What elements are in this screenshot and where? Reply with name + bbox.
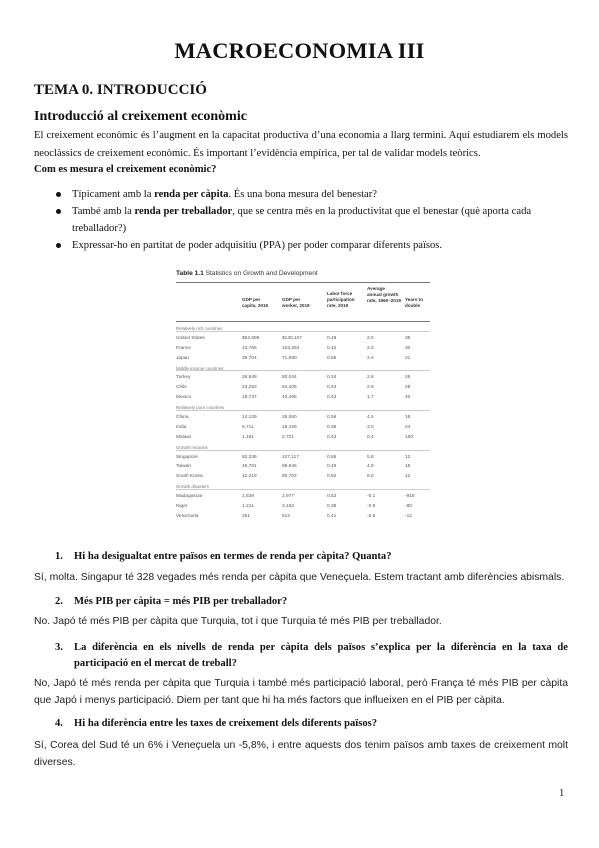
question-number: 3. [55,642,63,653]
answer-text: No. Japó té més PIB per càpita que Turquia, tot i que Turquia té més PIB per treballador. [34,616,442,627]
bullet-icon [56,209,61,214]
table-cell: 39,704 [242,355,257,361]
table-cell: 1.7 [367,395,374,401]
bullet-text-pre: Expressar-ho en partitat de poder adquisitiu (PPA) per poder comparar diferents països. [72,240,443,251]
table-cell: 251 [242,513,251,519]
table-cell: 0.42 [327,345,337,351]
bullet-text-post: . És una bona mesura del benestar? [228,189,377,200]
table-cell: 21 [405,355,411,361]
table-cell: 25,360 [282,415,297,421]
table-cell: 28 [405,385,411,391]
table-cell: 612 [282,513,291,519]
table-group-label: Growth miracles [176,444,208,450]
bullet-item [48,203,568,237]
section-heading: Introducció al creixement econòmic [34,109,247,124]
table-cell: 103,284 [282,345,300,351]
table-cell: 0.41 [327,513,337,519]
table-cell: 71,980 [282,355,297,361]
table-cell: 2.5 [367,385,374,391]
column-header: Average annual growth rate, 1960–2019 [367,286,401,303]
bullet-text-bold: renda per treballador [134,206,233,217]
table-group-label: Relatively poor countries [176,405,225,411]
bullet-text-post: , que se centra més en la productivitat que el benestar (què aporta cada treballador?) [72,206,532,234]
table-row [176,343,430,353]
table-cell: 0.56 [327,415,337,421]
table-group-label: Relatively rich countries [176,326,223,331]
table-cell: 30 [405,345,411,351]
table-group-row [176,481,430,491]
table-cell: 5.8 [367,454,374,460]
table-row [176,372,430,382]
table-cell: 12 [405,454,411,460]
table-cell: 15 [405,464,411,470]
table-row [176,511,430,521]
table-cell: 2.3 [367,345,374,351]
page-number: 1 [559,788,565,799]
bullet-item [48,237,568,254]
table-cell: 0.43 [327,434,337,440]
table-cell: -5.8 [367,513,376,519]
table-cell: 4.9 [367,464,374,470]
table-cell: 35 [405,335,411,341]
column-header: GDP per capita, 2019 [242,297,269,308]
bullet-icon [56,243,61,248]
figure-title-label: Table 1.1 [176,270,204,277]
table-group-label: Growth disasters [176,484,209,490]
table-cell: 23,253 [242,385,257,391]
table-row [176,392,430,402]
table-cell: 80,044 [282,375,297,381]
table-country-cell: Madagascar [176,494,203,500]
table-cell: 82,336 [242,454,257,460]
table-cell: -918 [405,494,415,500]
table-cell: 0.38 [327,504,337,510]
table-cell: 0.52 [327,474,337,480]
column-header: Years to double [405,297,423,308]
table-cell: 16 [405,415,411,421]
table-cell: 3.4 [367,355,374,361]
table-row [176,452,430,462]
table-country-cell: Venezuela [176,513,199,519]
table-cell: 43,765 [242,345,257,351]
table-cell: 25 [405,375,411,381]
bullet-icon [56,192,61,197]
table-row [176,422,430,432]
table-country-cell: Singapore [176,454,198,460]
intro-paragraph: El creixement econòmic és l’augment en la capacitat productiva d’una economia a llarg termini. Aquí estudiarem els models neoclàssics de creixement econòmic. És important l’evidència empírica, per tal de validar models teòrics. [34,130,568,159]
table-cell: 0.43 [327,385,337,391]
figure-rule [176,321,430,322]
table-row [176,353,430,363]
answer-text: Sí, molta. Singapur té 328 vegades més renda per càpita que Veneçuela. Estem tractant amb diferències abismals. [34,572,565,583]
bullet-text-pre: Típicament amb la [72,189,155,200]
table-group-row [176,323,430,333]
table-cell: 0.52 [327,494,337,500]
question-number: 4. [55,718,63,729]
table-group-label: Middle income countries [176,365,224,371]
table-cell: 1,211 [242,504,254,510]
table-row [176,501,430,511]
table-cell: $130,107 [282,335,303,341]
table-cell: 2,721 [282,434,295,440]
table-country-cell: India [176,424,187,430]
table-cell: 4.5 [367,415,374,421]
table-cell: 0.36 [327,424,337,430]
question-number: 1. [55,551,63,562]
document-title: MACROECONOMIA III [174,38,425,63]
table-country-cell: Japan [176,355,190,361]
table-cell: 12 [405,474,411,480]
statistics-table-figure [170,268,436,544]
table-cell: 0.49 [327,464,337,470]
table-country-cell: Malawi [176,434,191,440]
table-row [176,471,430,481]
table-row [176,491,430,501]
table-cell: 54,405 [282,385,297,391]
figure-table-body [176,323,430,521]
figure-title [176,270,318,277]
bullet-item [48,186,568,203]
table-country-cell: France [176,345,191,351]
table-cell: -80 [405,504,412,510]
table-cell: 1,539 [242,494,255,500]
table-country-cell: Taiwan [176,464,191,470]
table-country-cell: Niger [176,504,188,510]
bullet-list [48,186,568,254]
table-group-row [176,442,430,452]
table-country-cell: South Korea [176,474,203,480]
table-cell: 0.4 [367,434,374,440]
table-cell: 18,429 [282,424,297,430]
table-cell: 127,117 [282,454,299,460]
table-cell: 42,219 [242,474,257,480]
table-country-cell: Chile [176,385,187,391]
table-cell: 0.48 [327,335,337,341]
table-country-cell: Mexico [176,395,192,401]
table-cell: 14,129 [242,415,257,421]
table-country-cell: Turkey [176,375,191,381]
table-cell: 6,711 [242,424,254,430]
table-cell: 3,182 [282,504,295,510]
table-cell: 0.65 [327,454,337,460]
table-cell: 0.43 [327,395,337,401]
table-cell: 26,948 [242,375,257,381]
table-cell: 40 [405,395,411,401]
table-cell: 46,761 [242,464,257,470]
table-cell: 0.55 [327,355,337,361]
bullet-text-pre: També amb la [72,206,135,217]
table-cell: 80,702 [282,474,297,480]
table-group-row [176,363,430,373]
table-cell: 43,465 [282,395,297,401]
table-cell: 2.8 [367,375,374,381]
bullet-text-bold: renda per càpita [154,189,229,200]
table-country-cell: China [176,415,189,421]
tema-heading: TEMA 0. INTRODUCCIÓ [34,82,207,98]
table-cell: 2.0 [367,335,374,341]
table-cell: -0.9 [367,504,376,510]
table-cell: 160 [405,434,414,440]
table-row [176,412,430,422]
column-header: GDP per worker, 2019 [282,297,310,308]
table-row [176,382,430,392]
answer-text: Sí, Corea del Sud té un 6% i Veneçuela un -5,8%, i entre aquests dos tenim països amb taxes de creixement molt diverses. [34,740,568,768]
table-group-row [176,402,430,412]
question-number: 2. [55,596,63,607]
question-text: Més PIB per càpita = més PIB per treballador? [74,596,288,607]
table-row [176,432,430,442]
answer-text: No, Japó té més renda per càpita que Turquia i també més participació laboral, però França té més PIB per càpita que Japó i menys participació. Diem per tant que hi ha més factors que influeixen en el PIB per càpita. [34,678,568,706]
table-cell: -0.1 [367,494,376,500]
column-header: Labor force participation rate, 2019 [327,291,355,308]
question-text: La diferència en els nivells de renda per càpita dels països s’explica per la diferència en la taxa de participació en el mercat de treball? [74,642,568,669]
table-cell: -12 [405,513,412,519]
table-cell: 24 [405,424,411,430]
table-cell: 18,737 [242,395,257,401]
table-cell: 95,946 [282,464,297,470]
question-text: Hi ha diferència entre les taxes de creixement dels diferents països? [74,718,378,729]
table-cell: 3.0 [367,424,374,430]
table-cell: 2,977 [282,494,295,500]
figure-title-text: Statistics on Growth and Development [203,270,318,277]
question-heading: Com es mesura el creixement econòmic? [34,164,217,175]
table-cell: $62,689 [242,335,260,341]
table-cell: 0.34 [327,375,337,381]
table-cell: 1,161 [242,434,255,440]
table-cell: 6.0 [367,474,374,480]
figure-rule [176,282,430,283]
table-row [176,333,430,343]
table-row [176,461,430,471]
question-text: Hi ha desigualtat entre països en termes de renda per càpita? Quanta? [74,551,392,562]
table-country-cell: United States [176,335,205,341]
